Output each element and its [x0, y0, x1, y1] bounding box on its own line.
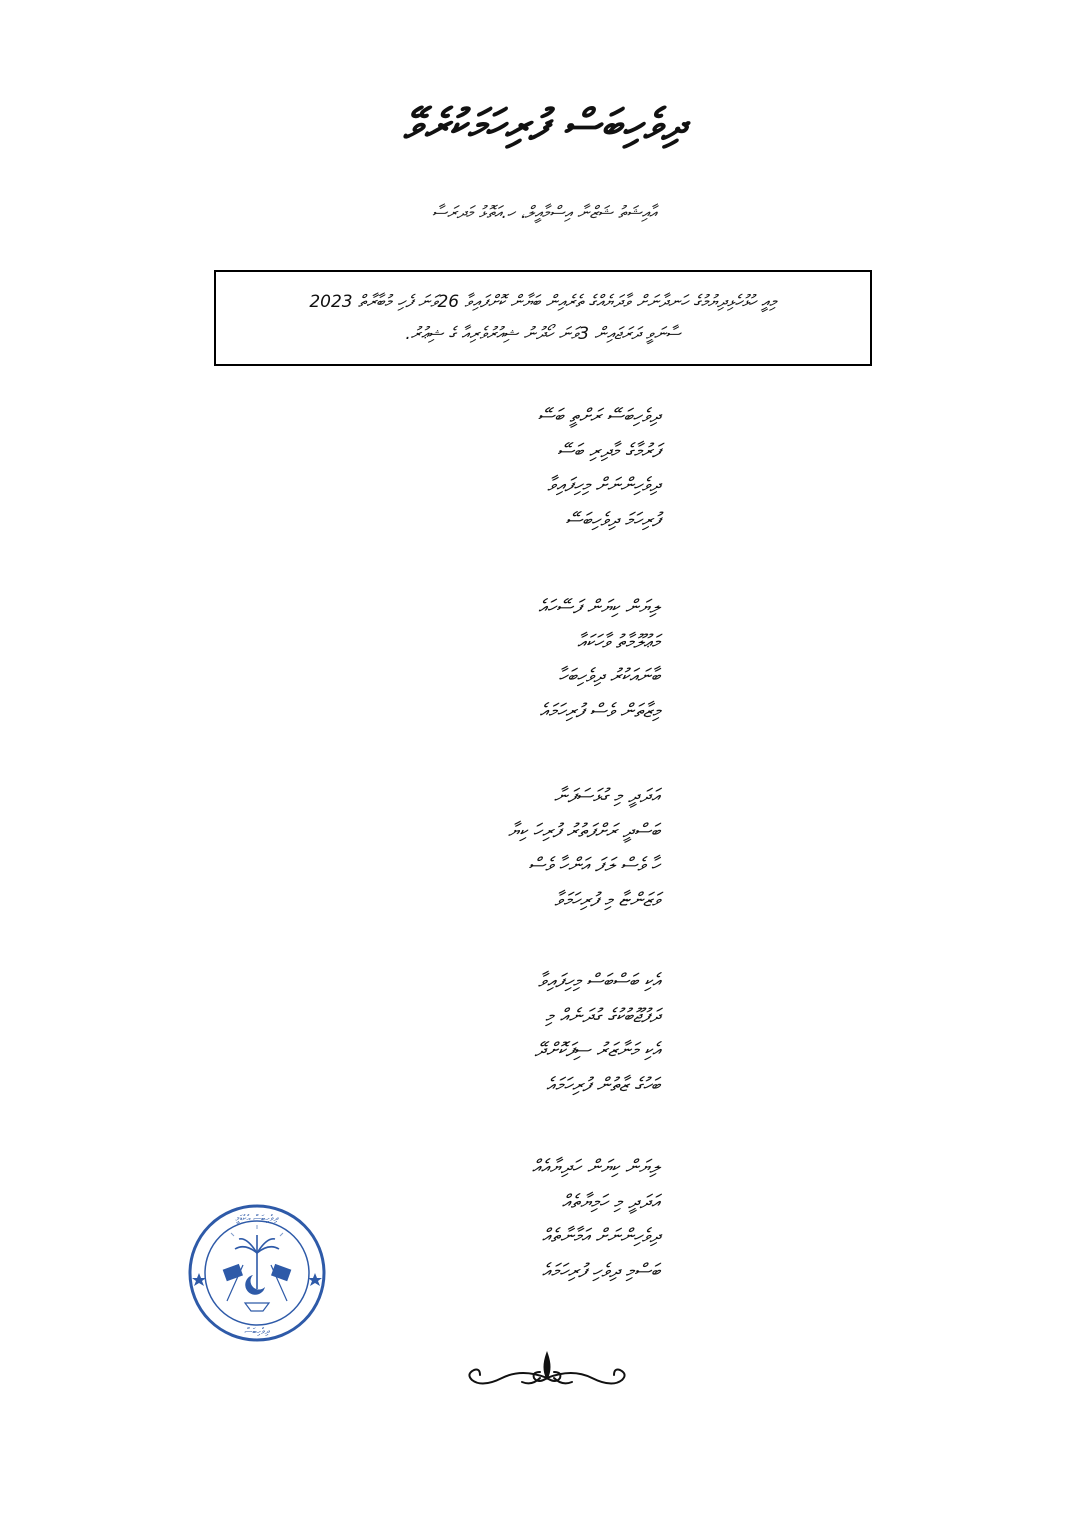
verse-line: ދިވެހިންނަށް އަމާނާތެއް	[541, 1225, 660, 1247]
star-icon	[192, 1273, 206, 1286]
competition-note-line-1: މިއީ ހުޅުހެޅިދިޔުމުގެ ހަނދާނަށް ވާދަޔެއްގެ ތެރެއިން ބަޔާން ކޮށްފައިވާ 26ވަނަ ފެހި މުބާރާތް 2023	[309, 292, 777, 312]
stanza-1	[360, 399, 660, 537]
verse-line: އަދަދީ މި ހަމިޔާތެއް	[561, 1190, 660, 1213]
verse-line: ބަހުގެ ޒާތުން ފުރިހަމައެ	[546, 1073, 660, 1096]
star-icon	[308, 1273, 322, 1286]
poem-author: އާއިޝަތު ޝަޒްނާ އިސްމާއީލް، ހ.އަތޮޅު މަދރަސާ	[432, 203, 657, 223]
verse-line: މަޢުލޫމާތު ވާހަކައާ	[577, 630, 660, 653]
verse-line: އެކި މަނާޒަރު ސިފަކޮށްދޭ	[534, 1039, 660, 1061]
verse-line: ދަފުޖޫބުކުގެ ގުދަނެއް މި	[545, 1004, 660, 1027]
crescent-icon	[245, 1275, 265, 1295]
verse-line: ވަޒަންޏާ މި ފުރިހަމަވާ	[554, 888, 660, 911]
competition-note-line-2: ސާނަވީ ދަރަޖައިން 3ވަނަ ހޯދުނު ޝިއުރުވެރިއާ ގެ ޝިޢުރު.	[405, 324, 681, 344]
verse-line: އަދަދީ މި ގުޅަސަފަނާ	[553, 785, 660, 807]
competition-note-box	[214, 270, 872, 366]
verse-line: ހާ ވެސް ލަފަ އަންހާ ވެސް	[528, 854, 660, 876]
verse-line: ބަސްދީ ރަށްފަތުރު ފުރިހަ ކިޔާ	[508, 819, 660, 842]
verse-line: ލިޔަން ކިޔަން ފަސޭހައެ	[538, 596, 660, 618]
stanza-3	[360, 779, 660, 917]
academy-seal	[187, 1203, 327, 1343]
verse-line: ފުރިހަމަ ދިވެހިބަސޭ	[565, 508, 660, 531]
decorative-divider-icon	[462, 1348, 632, 1392]
poem-title: ދިވެހިބަސް ފުރިހަމަކުރެވޭ	[403, 100, 686, 149]
verse-line: ބަސްމި ދިވެހި ފުރިހަމައެ	[541, 1259, 660, 1282]
stanza-2	[360, 590, 660, 728]
verse-line: އެކި ބަސްބަސް މިހިފައިވާ	[538, 970, 660, 992]
stanza-4	[360, 964, 660, 1102]
verse-line: ބާނައަކުރު ދިވެހިބަހާ	[558, 665, 660, 687]
verse-line: ދިވެހިންނަށް މިހިފައިވާ	[547, 474, 660, 496]
seal-inscription-top: ދިވެހިބަސް އެކެޑަމީ	[235, 1214, 279, 1224]
verse-line: ލިޔަން ކިޔަން ހަދިޔާއެއް	[531, 1156, 660, 1178]
palm-tree-icon	[235, 1235, 279, 1289]
verse-line: މިޒާތަން ވެސް ފުރިހަމައެ	[539, 699, 660, 722]
verse-line: ދިވެހިބަސޭ ރަށްތީ ބަސޭ	[537, 405, 660, 427]
verse-line: ފަރުމާގެ މާދިރި ބަސޭ	[557, 439, 660, 462]
stanza-5	[360, 1150, 660, 1288]
seal-inscription-bottom: ދިވެހިބަސް	[244, 1327, 270, 1337]
